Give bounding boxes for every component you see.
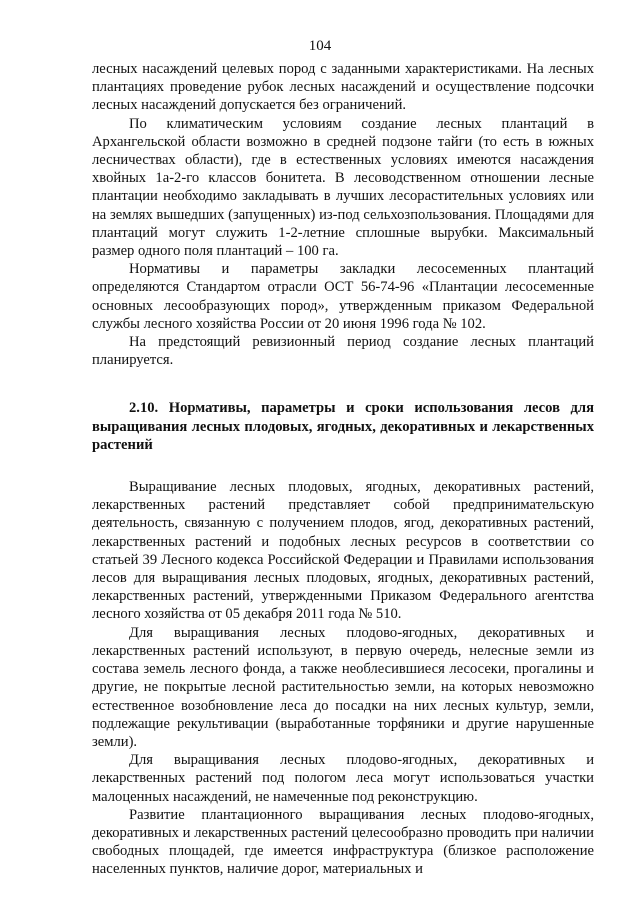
paragraph: Развитие плантационного выращивания лесных плодово-ягодных, декоративных и лекарственных растений целесообразно проводить при наличии свободных площадей, где имеется инфраструктура (близкое расположение населенных пунктов, наличие дорог, материальных и — [92, 806, 594, 878]
paragraph: Нормативы и параметры закладки лесосеменных плантаций определяются Стандартом отрасли ОСТ 56-74-96 «Плантации лесосеменные основных лесообразующих пород», утвержденным приказом Федеральной службы лесного хозяйства России от 20 июня 1996 года № 102. — [92, 261, 594, 332]
paragraph: На предстоящий ревизионный период создание лесных плантаций планируется. — [92, 334, 594, 369]
document-body — [92, 60, 594, 879]
section-heading: 2.10. Нормативы, параметры и сроки использования лесов для выращивания лесных плодовых, ягодных, декоративных и лекарственных растений — [92, 400, 594, 453]
section-spacer — [92, 454, 594, 478]
paragraph: Выращивание лесных плодовых, ягодных, декоративных растений, лекарственных растений представляет собой предпринимательскую деятельность, связанную с получением плодов, ягод, декоративных растений, лекарственных растений и подобных лесных ресурсов в соответствии со статьей 39 Лесного кодекса Российской Федерации и Правилами использования лесов для выращивания лесных плодовых, ягодных, декоративных растений, лекарственных растений, утвержденными Приказом Федерального агентства лесного хозяйства от 05 декабря 2011 года № 510. — [92, 479, 594, 623]
paragraph: лесных насаждений целевых пород с заданными характеристиками. На лесных плантациях проведение рубок лесных насаждений и осуществление подсочки лесных насаждений допускается без ограничений. — [92, 61, 594, 114]
paragraph: Для выращивания лесных плодово-ягодных, декоративных и лекарственных растений используют, в первую очередь, нелесные земли из состава земель лесного фонда, а также необлесившиеся лесосеки, прогалины и другие, не покрытые лесной растительностью земли, на которых невозможно естественное возобновление леса до посадки на них лесных культур, земли, подлежащие рекультивации (выработанные торфяники и другие нарушенные земли). — [92, 624, 594, 750]
paragraph: По климатическим условиям создание лесных плантаций в Архангельской области возможно в средней подзоне тайги (то есть в южных лесничествах области), где в естественных условиях имеются насаждения хвойных 1а-2-го классов бонитета. В лесоводственном отношении лесные плантации необходимо закладывать в лучших лесорастительных условиях или на землях вышедших (запущенных) из-под сельхозпользования. Площадями для плантаций могут служить 1-2-летние сплошные вырубки. Максимальный размер одного поля плантаций – 100 га. — [92, 115, 594, 260]
paragraph: Для выращивания лесных плодово-ягодных, декоративных и лекарственных растений под пологом леса могут использоваться участки малоценных насаждений, не намеченные под реконструкцию. — [92, 752, 594, 805]
page-number: 104 — [308, 38, 332, 54]
